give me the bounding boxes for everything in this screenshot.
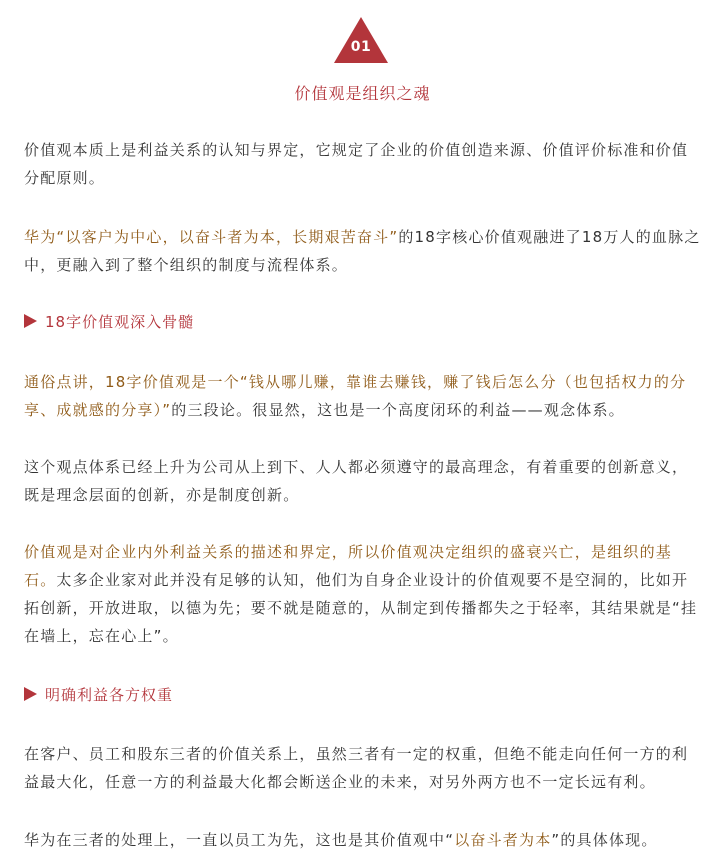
subheading-1-label: 18字价值观深入骨髓 — [45, 312, 195, 331]
paragraph-7-highlight: 以奋斗者为本 — [454, 831, 552, 849]
paragraph-6: 在客户、员工和股东三者的价值关系上，虽然三者有一定的权重，但绝不能走向任何一方的利益最大化，任意一方的利益最大化都会断送企业的未来，对另外两方也不一定长远有利。 — [24, 745, 689, 791]
paragraph-2-highlight: 华为“以客户为中心，以奋斗者为本，长期艰苦奋斗” — [24, 228, 399, 246]
section-title: 价值观是组织之魂 — [294, 84, 431, 103]
paragraph-5 — [24, 538, 704, 650]
paragraph-3-rest: 的三段论。很显然，这也是一个高度闭环的利益——观念体系。 — [171, 401, 625, 419]
triangle-bullet-icon — [24, 314, 37, 328]
paragraph-5-highlight: 价值观是对企业内外利益关系的描述和界定，所以价值观决定组织的盛衰兴亡，是组织的基石。 — [24, 543, 673, 589]
section-number: 01 — [350, 39, 372, 55]
subheading-1 — [24, 309, 194, 333]
subheading-2 — [24, 682, 173, 706]
paragraph-3-highlight: 通俗点讲，18字价值观是一个“钱从哪儿赚，靠谁去赚钱，赚了钱后怎么分（也包括权力的分享、成就感的分享）” — [24, 373, 687, 419]
paragraph-7-before: 华为在三者的处理上，一直以员工为先，这也是其价值观中“ — [24, 831, 455, 849]
paragraph-7 — [24, 826, 704, 854]
paragraph-2-rest: 的18字核心价值观融进了18万人的血脉之中，更融入到了整个组织的制度与流程体系。 — [24, 228, 701, 274]
paragraph-3 — [24, 368, 704, 424]
section-number-badge — [334, 17, 388, 63]
paragraph-7-after: ”的具体体现。 — [551, 831, 658, 849]
paragraph-4: 这个观点体系已经上升为公司从上到下、人人都必须遵守的最高理念，有着重要的创新意义，既是理念层面的创新，亦是制度创新。 — [24, 458, 689, 504]
paragraph-5-rest: 太多企业家对此并没有足够的认知，他们为自身企业设计的价值观要不是空洞的，比如开拓创新，开放进取，以德为先；要不就是随意的，从制定到传播都失之于轻率，其结果就是“挂在墙上，忘在心上”。 — [24, 571, 698, 645]
subheading-2-label: 明确利益各方权重 — [45, 685, 174, 704]
paragraph-2 — [24, 223, 704, 279]
paragraph-1: 价值观本质上是利益关系的认知与界定，它规定了企业的价值创造来源、价值评价标准和价值分配原则。 — [24, 141, 689, 187]
triangle-bullet-icon — [24, 687, 37, 701]
